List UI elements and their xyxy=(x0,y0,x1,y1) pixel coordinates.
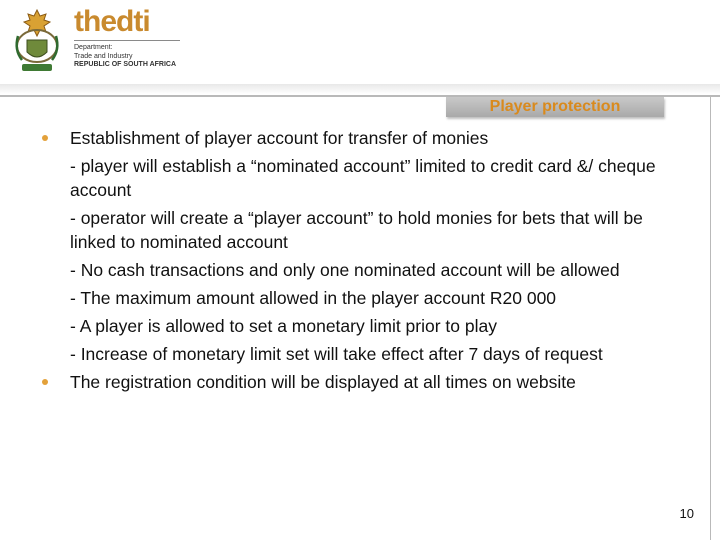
title-bar xyxy=(0,95,720,121)
bullet-item xyxy=(40,126,670,366)
bullet-item xyxy=(40,370,670,394)
bullet-dot-icon xyxy=(42,135,48,141)
brand-name: dti xyxy=(116,5,150,38)
bullet-dot-icon xyxy=(42,379,48,385)
brand-divider xyxy=(74,40,180,41)
department-line: REPUBLIC OF SOUTH AFRICA xyxy=(74,61,177,68)
sub-item: - A player is allowed to set a monetary limit prior to play xyxy=(70,316,497,336)
brand-logo-text xyxy=(74,2,194,42)
slide-body xyxy=(40,126,670,394)
department-line: Department: xyxy=(74,44,113,51)
brand-prefix: the xyxy=(74,5,116,38)
slide-title: Player protection xyxy=(489,98,621,115)
department-block xyxy=(74,44,204,70)
sub-item: - The maximum amount allowed in the player account R20 000 xyxy=(70,288,557,308)
page-number: 10 xyxy=(679,506,694,521)
sub-item: - operator will create a “player account” to hold monies for bets that will be linked to nominated account xyxy=(70,208,643,252)
sub-item: - No cash transactions and only one nominated account will be allowed xyxy=(70,260,620,280)
sub-item: - player will establish a “nominated account” limited to credit card &/ cheque account xyxy=(70,156,656,200)
right-rule xyxy=(710,97,711,540)
coat-of-arms-icon xyxy=(10,6,64,76)
sub-item: - Increase of monetary limit set will take effect after 7 days of request xyxy=(70,344,603,364)
header xyxy=(0,0,720,90)
bullet-text: The registration condition will be displayed at all times on website xyxy=(70,372,576,392)
bullet-text: Establishment of player account for transfer of monies xyxy=(70,128,489,148)
header-shadow xyxy=(0,84,720,94)
department-line: Trade and Industry xyxy=(74,52,133,60)
